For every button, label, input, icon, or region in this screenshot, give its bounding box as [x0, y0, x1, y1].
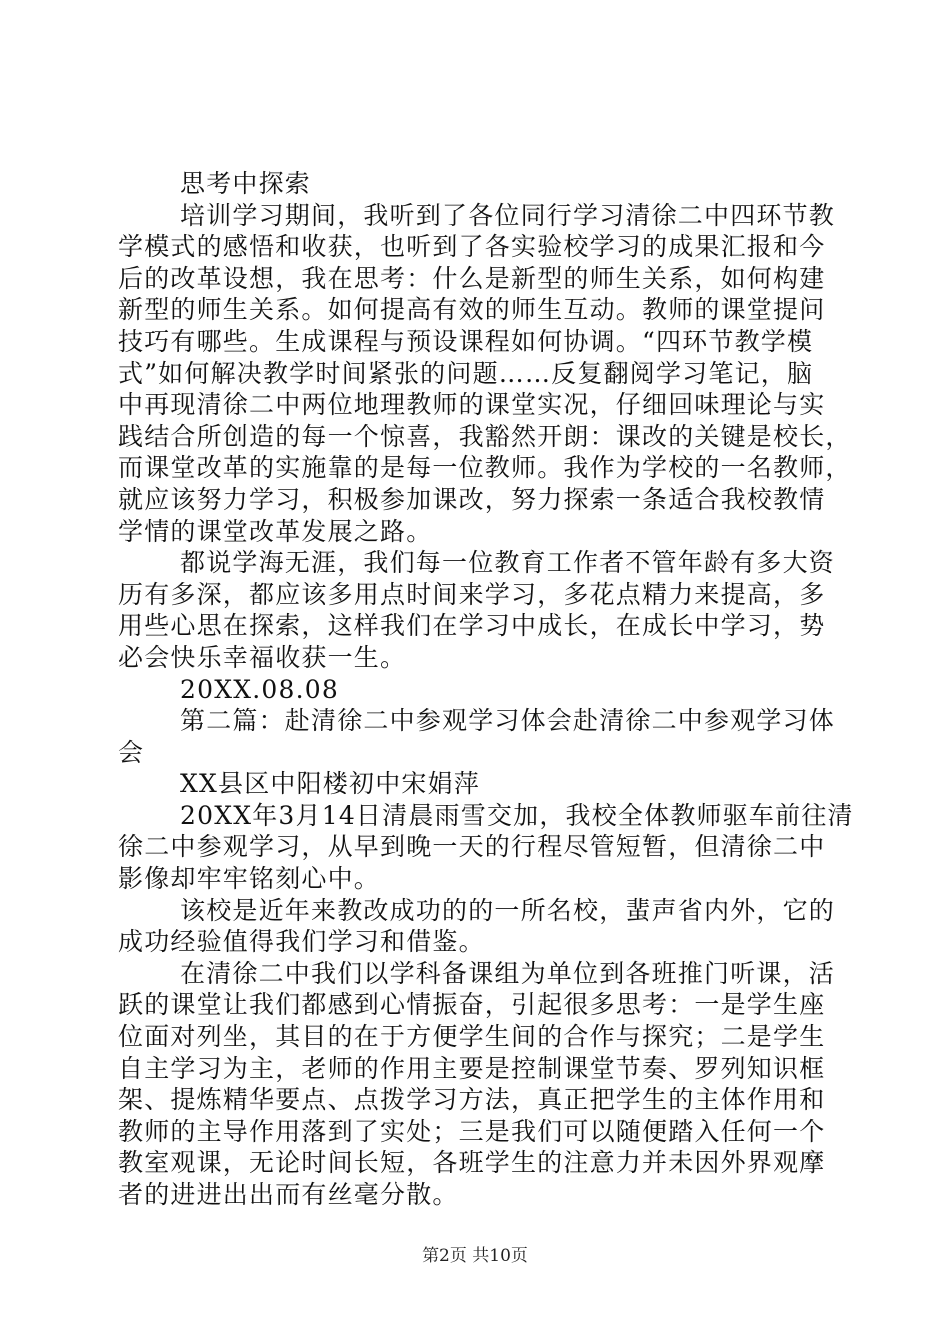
text-line: 影像却牢牢铭刻心中。 [118, 864, 381, 894]
paragraph-training [118, 200, 852, 548]
text-line: 成功经验值得我们学习和借鉴。 [118, 927, 485, 957]
text-line: 会 [118, 737, 145, 767]
text-line: 架、提炼精华要点、点拨学习方法，真正把学生的主体作用和 [118, 1085, 826, 1115]
paragraph-school [118, 895, 838, 958]
text-line: 而课堂改革的实施靠的是每一位教师。我作为学校的一名教师， [118, 453, 852, 483]
text-line: 中再现清徐二中两位地理教师的课堂实况，仔细回味理论与实 [118, 390, 826, 420]
text-line: 跃的课堂让我们都感到心情振奋，引起很多思考：一是学生座 [118, 990, 826, 1020]
text-line: 技巧有哪些。生成课程与预设课程如何协调。“四环节教学模 [118, 326, 814, 356]
page-footer [0, 1244, 950, 1268]
text-line: 20XX年3月14日清晨雨雪交加，我校全体教师驱车前往清 [180, 800, 854, 830]
paragraph-classroom [118, 958, 838, 1211]
text-line: XX县区中阳楼初中宋娟萍 [180, 769, 480, 799]
text-line: 式”如何解决教学时间紧张的问题……反复翻阅学习笔记，脑 [118, 358, 814, 388]
page-number: 第2页 共10页 [422, 1246, 528, 1266]
text-line: 新型的师生关系。如何提高有效的师生互动。教师的课堂提问 [118, 295, 826, 325]
paragraph-learning [118, 547, 838, 673]
text-line: 自主学习为主，老师的作用主要是控制课堂节奏、罗列知识框 [118, 1053, 826, 1083]
text-line: 培训学习期间，我听到了各位同行学习清徐二中四环节教 [180, 200, 836, 230]
text-line: 该校是近年来教改成功的的一所名校，蜚声省内外，它的 [180, 895, 836, 925]
text-line: 必会快乐幸福收获一生。 [118, 642, 407, 672]
text-line: 教室观课，无论时间长短，各班学生的注意力并未因外界观摩 [118, 1148, 826, 1178]
text-line: 践结合所创造的每一个惊喜，我豁然开朗：课改的关键是校长， [118, 421, 852, 451]
date-line [118, 674, 838, 706]
text-line: 都说学海无涯，我们每一位教育工作者不管年龄有多大资 [180, 548, 836, 578]
text-line: 者的进进出出而有丝毫分散。 [118, 1180, 459, 1209]
document-body [118, 168, 854, 1211]
section-title [118, 705, 838, 768]
heading-thinking [118, 168, 838, 200]
text-line: 位面对列坐，其目的在于方便学生间的合作与探究；二是学生 [118, 1022, 826, 1052]
text-line: 学情的课堂改革发展之路。 [118, 516, 433, 546]
text-line: 在清徐二中我们以学科备课组为单位到各班推门听课，活 [180, 958, 836, 988]
paragraph-visit [118, 800, 854, 895]
text-line: 后的改革设想，我在思考：什么是新型的师生关系，如何构建 [118, 263, 826, 293]
text-line: 历有多深，都应该多用点时间来学习，多花点精力来提高，多 [118, 579, 826, 609]
author-line [118, 768, 838, 800]
text-line: 20XX.08.08 [180, 674, 339, 704]
text-line: 第二篇：赴清徐二中参观学习体会赴清徐二中参观学习体 [180, 706, 836, 736]
text-line: 用些心思在探索，这样我们在学习中成长，在成长中学习，势 [118, 611, 826, 641]
text-line: 就应该努力学习，积极参加课改，努力探索一条适合我校教情 [118, 484, 826, 514]
text-line: 思考中探索 [180, 169, 312, 198]
text-line: 教师的主导作用落到了实处；三是我们可以随便踏入任何一个 [118, 1116, 826, 1146]
text-line: 徐二中参观学习，从早到晚一天的行程尽管短暂，但清徐二中 [118, 832, 826, 862]
text-line: 学模式的感悟和收获，也听到了各实验校学习的成果汇报和今 [118, 232, 826, 262]
